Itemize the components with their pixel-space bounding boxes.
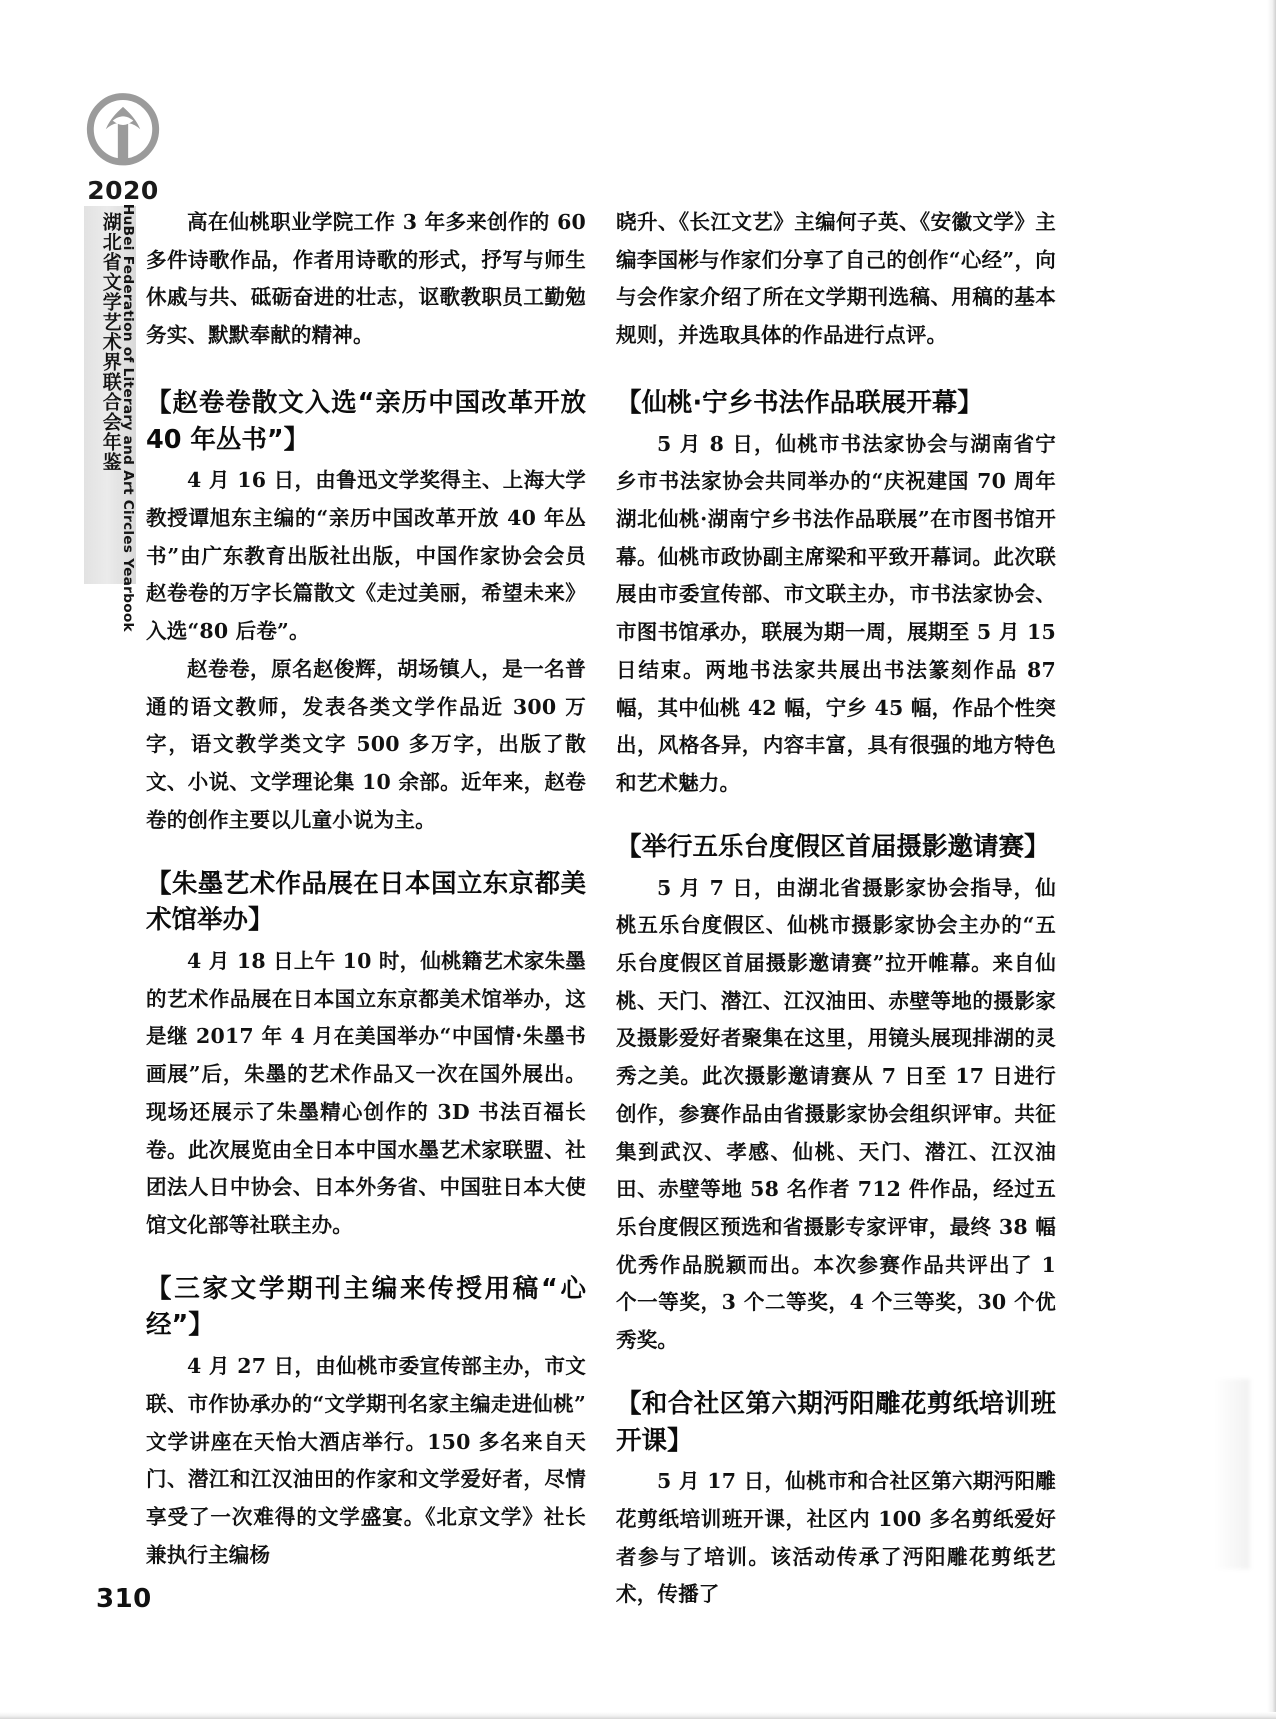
sidebar-title-english: HuBei Federation of Literary and Art Circles Yearbook [120,203,136,632]
paragraph: 4 月 16 日，由鲁迅文学奖得主、上海大学教授谭旭东主编的“亲历中国改革开放 40 年丛书”由广东教育出版社出版，中国作家协会会员赵卷卷的万字长篇散文《走过美丽，希望未来》入选“80 后卷”。 [146,468,586,644]
section-calligraphy-joint-exhibition [616,385,1056,803]
masthead-year: 2020 [87,176,159,205]
masthead [68,88,178,205]
section-heading: 【三家文学期刊主编来传授用稿“心经”】 [146,1273,586,1341]
paragraph: 4 月 18 日上午 10 时，仙桃籍艺术家朱墨的艺术作品展在日本国立东京都美术馆举办，这是继 2017 年 4 月在美国举办“中国情·朱墨书画展”后，朱墨的艺术作品又一次在国外展出。现场还展示了朱墨精心创作的 3D 书法百福长卷。此次展览由全日本中国水墨艺术家联盟、社团法人日中协会、日本外务省、中国驻日本大使馆文化部等社联主办。 [146,948,586,1237]
section-papercut-training [616,1386,1056,1614]
section-zhaojuanjuan [146,385,586,840]
section-photography-invitational [616,829,1056,1360]
page-edge-shadow [1267,0,1276,1719]
section-heading: 【和合社区第六期沔阳雕花剪纸培训班开课】 [616,1388,1056,1456]
paragraph: 高在仙桃职业学院工作 3 年多来创作的 60 多件诗歌作品，作者用诗歌的形式，抒写与师生休戚与共、砥砺奋进的壮志，讴歌教职员工勤勉务实、默默奉献的精神。 [146,210,586,348]
scan-artifact [1214,1379,1250,1569]
hubei-federation-emblem-icon [80,88,166,174]
paragraph: 5 月 17 日，仙桃市和合社区第六期沔阳雕花剪纸培训班开课，社区内 100 多名剪纸爱好者参与了培训。该活动传承了沔阳雕花剪纸艺术，传播了 [616,1469,1056,1607]
sidebar-title-chinese: 湖北省文学艺术界联合会年鉴 [99,212,122,472]
paragraph: 5 月 8 日，仙桃市书法家协会与湖南省宁乡市书法家协会共同举办的“庆祝建国 70 周年湖北仙桃·湖南宁乡书法作品联展”在市图书馆开幕。仙桃市政协副主席梁和平致开幕词。此次联展由市委宣传部、市文联主办，市书法家协会、市图书馆承办，联展为期一周，展期至 5 月 15 日结束。两地书法家共展出书法篆刻作品 87 幅，其中仙桃 42 幅，宁乡 45 幅，作品个性突出，风格各异，内容丰富，具有很强的地方特色和艺术魅力。 [616,431,1056,796]
section-heading: 【仙桃·宁乡书法作品联展开幕】 [616,387,983,418]
paragraph: 晓升、《长江文艺》主编何子英、《安徽文学》主编李国彬与作家们分享了自己的创作“心经”，向与会作家介绍了所在文学期刊选稿、用稿的基本规则，并选取具体的作品进行点评。 [616,210,1056,348]
paragraph: 5 月 7 日，由湖北省摄影家协会指导，仙桃五乐台度假区、仙桃市摄影家协会主办的“五乐台度假区首届摄影邀请赛”拉开帷幕。来自仙桃、天门、潜江、江汉油田、赤壁等地的摄影家及摄影爱好者聚集在这里，用镜头展现排湖的灵秀之美。此次摄影邀请赛从 7 日至 17 日进行创作，参赛作品由省摄影家协会组织评审。共征集到武汉、孝感、仙桃、天门、潜江、江汉油田、赤壁等地 58 名作者 712 件作品，经过五乐台度假区预选和省摄影专家评审，最终 38 幅优秀作品脱颖而出。本次参赛作品共评出了 1 个一等奖，3 个二等奖，4 个三等奖，30 个优秀奖。 [616,875,1056,1353]
page-number: 310 [96,1584,152,1614]
section-zhumo-exhibition [146,866,586,1245]
left-column [146,204,586,1600]
right-column [616,204,1056,1640]
page-bottom-shadow [0,1712,1276,1719]
section-heading: 【朱墨艺术作品展在日本国立东京都美术馆举办】 [146,868,586,936]
section-continued-article [146,204,586,355]
section-heading: 【举行五乐台度假区首届摄影邀请赛】 [616,831,1050,862]
section-continued-article [616,204,1056,355]
paragraph: 4 月 27 日，由仙桃市委宣传部主办，市文联、市作协承办的“文学期刊名家主编走进仙桃”文学讲座在天怡大酒店举行。150 多名来自天门、潜江和江汉油田的作家和文学爱好者，尽情享受了一次难得的文学盛宴。《北京文学》社长兼执行主编杨 [146,1354,586,1567]
section-heading: 【赵卷卷散文入选“亲历中国改革开放 40 年丛书”】 [146,387,586,455]
paragraph: 赵卷卷，原名赵俊辉，胡场镇人，是一名普通的语文教师，发表各类文学作品近 300 万字，语文教学类文字 500 多万字，出版了散文、小说、文学理论集 10 余部。近年来，赵卷卷的创作主要以儿童小说为主。 [146,656,586,832]
section-three-journals [146,1271,586,1575]
